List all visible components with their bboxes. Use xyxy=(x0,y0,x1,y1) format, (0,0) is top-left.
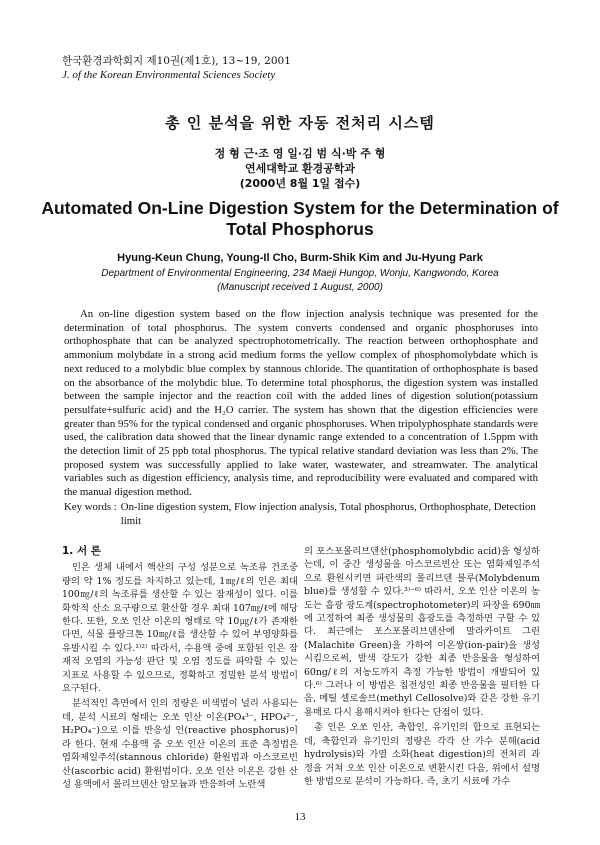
abstract xyxy=(64,308,538,500)
authors-en: Hyung-Keun Chung, Young-Il Cho, Burm-Shik Kim and Ju-Hyung Park xyxy=(117,252,483,264)
affiliation-en: Department of Environmental Engineering, 234 Maeji Hungop, Wonju, Kangwondo, Korea xyxy=(101,268,499,279)
keywords-label: Key words : xyxy=(64,501,117,513)
paragraph: 총 인은 오쏘 인산, 축합인, 유기인의 합으로 표현되는데, 축합인과 유기인의 정량은 각각 산 가수 분해(acid hydrolysis)와 가열 소화(heat digestion)의 전처리 과정을 거쳐 오쏘 인산 이온으로 변환시킨 다음, 위에서 설명한 방법으로 분석이 가능하다. 즉, 초기 시료에 가수 xyxy=(304,722,540,787)
paragraph: 의 포스포몰리브덴산(phosphomolybdic acid)을 형성하는데, 이 중간 생성물을 아스코르빈산 또는 염화제일주석으로 환원시키면 파란색의 몰리브덴 블루(Molybdenum blue)를 생성할 수 있다.³⁾⁻⁶⁾ 따라서, 오쏘 인산 이온의 농도는 흡광 광도계(spectrophotometer)의 파장을 690㎚에 고정하여 최종 생성물의 흡광도를 측정하면 구할 수 있다. 최근에는 포스포몰리브덴산에 말라카이트 그린(Malachite Green)을 가하여 이온쌍(ion-pair)을 생성시킴으로써, 발색 강도가 강한 최종 반응물을 형성하여 60ng/ℓ의 저농도까지 측정 가능한 방법이 개발되어 있다.⁶⁾ 그러나 이 방법은 침전성인 최종 반응물을 필터한 다음, 메틸 셀로솔브(methyl Cellosolve)와 같은 강한 유기 용매로 다시 용해시켜야 한다는 단점이 있다. xyxy=(304,546,540,718)
paragraph: 인은 생체 내에서 핵산의 구성 성분으로 녹조류 건조중량의 약 1% 정도를 차지하고 있는데, 1㎎/ℓ의 인은 최대 100㎎/ℓ의 녹조류를 생산할 수 있는 잠재성이 있다. 이를 화학적 산소 요구량으로 환산할 경우 최대 107㎎/ℓ에 해당한다. 또한, 오쏘 인산 이온의 형태로 약 10㎍/ℓ가 존재한다면, 식물 플랑크톤 10㎎/ℓ를 생산할 수 있어 부영양화를 유발시킬 수 있다.¹⁾²⁾ 따라서, 수용액 중에 포함된 인은 잠재적 오염의 가능성 판단 및 오염 정도를 파악할 수 있는 지표로 사용할 수 있으므로, 정확하고 정밀한 분석 방법이 요구된다. xyxy=(62,562,298,695)
journal-header xyxy=(62,54,291,82)
paper-title-ko: 총 인 분석을 위한 자동 전처리 시스템 xyxy=(165,114,435,132)
keywords xyxy=(64,501,538,528)
journal-name-en: J. of the Korean Environmental Sciences Society xyxy=(62,69,276,81)
keywords-text: On-line digestion system, Flow injection analysis, Total phosphorus, Orthophosphate, Detection limit xyxy=(120,501,536,527)
page-number: 13 xyxy=(294,811,306,823)
paragraph: 분석적인 측면에서 인의 정량은 비색법이 널리 사용되는데, 분석 시료의 형태는 오쏘 인산 이온(PO₄³⁻, HPO₄²⁻, H₂PO₄⁻)으로 이를 반응성 인(reactive phosphorus)이라 한다. 현재 수용액 중 오쏘 인산 이온의 표준 측정법은 염화제일주석(stannous chloride) 환원법과 아스코르빈산(ascorbic acid) 환원법이다. 오쏘 인산 이온은 강한 산성 용액에서 몰리브덴산 암모늄과 반응하여 노란색 xyxy=(62,698,298,790)
author-block-ko xyxy=(0,146,600,191)
paper-title-en: Automated On-Line Digestion System for the Determination of Total Phosphorus xyxy=(41,198,559,239)
section-heading-introduction: 1. 서 론 xyxy=(62,545,101,557)
body-column-left xyxy=(62,545,298,793)
received-date-en: (Manuscript received 1 August, 2000) xyxy=(217,281,383,293)
journal-citation-ko: 한국환경과학회지 제10권(제1호), 13~19, 2001 xyxy=(62,55,291,67)
authors-ko: 정 형 근·조 영 일·김 범 식·박 주 형 xyxy=(214,147,386,160)
affiliation-ko: 연세대학교 환경공학과 xyxy=(244,162,356,175)
abstract-text: An on-line digestion system based on the flow injection analysis technique was presented for the determination of total phosphorus. The system converts condensed and organic phosphoruses into orthophosphate that can be analyzed spectrophotometrically. The reaction between orthophosphate and ammonium molybdate in a strong acid medium forms the yellow complex of phosphomolybdate which is next reduced to a molybdic blue complex by stannous chloride. The quantitation of orthophosphate is based on the absorbance of the molybdic blue. To determine total phosphorus, the digestion system was installed between the sample injector and the reaction coil with the added lines of digestion solution(potassium persulfate+sulfuric acid) and the H₂O carrier. The system has shown that the digestion efficiencies were greater than 95% for the typical condensed and organic phosphoruses. When tripolyphosphate standards were used, the calibration data showed that the linear dynamic range extended to a concentration of 1.5ppm with the detection limit of 25 ppb total phosphorus. The typical relative standard deviation was less than 2%. The proposed system was successfully applied to lake water, wastewater, and streamwater. The analytical variables such as digestion efficiency, analysis time, and reproducibility were evaluated and compared with the manual digestion method. xyxy=(64,308,538,499)
body-column-right xyxy=(304,545,540,790)
received-date-ko: (2000년 8월 1일 접수) xyxy=(239,177,361,190)
author-block-en xyxy=(0,267,600,294)
